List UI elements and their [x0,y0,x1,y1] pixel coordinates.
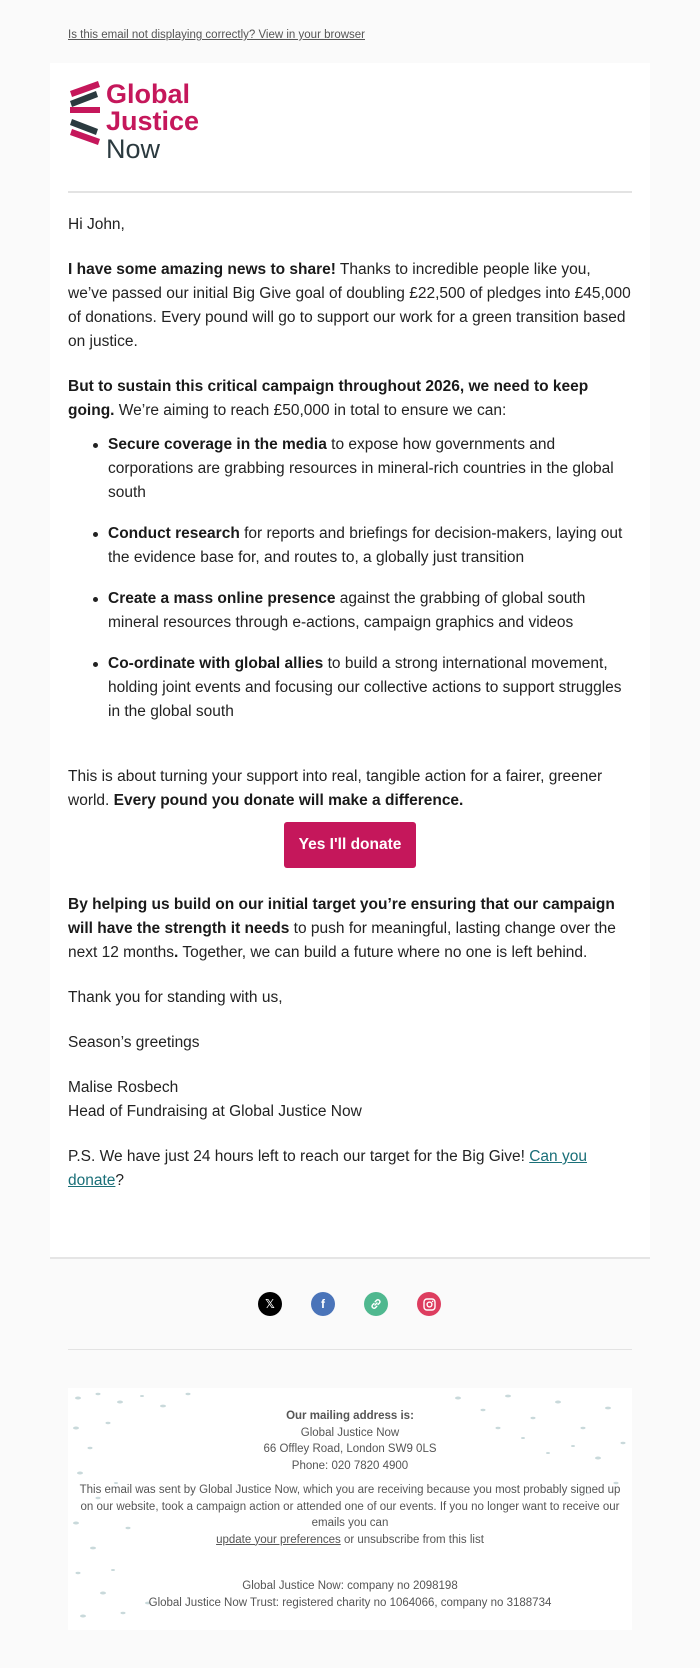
link-icon[interactable] [364,1292,388,1316]
view-in-browser-link[interactable]: Is this email not displaying correctly? View in your browser [68,29,365,41]
email-body [68,213,632,1214]
footer-trust: Global Justice Now Trust: registered charity no 1064066, company no 3188734 [148,1596,552,1609]
list-item-text: to expose how governments and corporations are grabbing resources in mineral-rich countries in the global south [108,436,614,501]
paragraph-action [68,765,632,813]
update-preferences-link[interactable]: update your preferences [216,1533,341,1546]
footer-notice: This email was sent by Global Justice Now, which you are receiving because you most probably signed up on our website, took a campaign action or attended one of our events. If you no longer want to receive our emails you can [79,1484,621,1529]
target-lead: By helping us build on our initial target you’re ensuring that our campaign will have the strength it needs [68,896,615,937]
signature-title: Head of Fundraising at Global Justice Now [68,1103,362,1120]
ps-end: ? [115,1172,125,1189]
signature-name: Malise Rosbech [68,1079,179,1096]
goals-list [108,433,632,724]
unsubscribe-text: or unsubscribe from this list [340,1533,484,1546]
donate-link[interactable]: Can you donate [68,1148,587,1189]
x-icon[interactable]: 𝕏 [258,1292,282,1316]
action-bold: Every pound you donate will make a difference. [113,792,464,809]
target-dot: . [173,944,179,961]
instagram-icon[interactable] [417,1292,441,1316]
footer-phone: Phone: 020 7820 4900 [291,1459,409,1472]
logo-text-now: Now [106,134,161,164]
list-item [108,433,632,505]
news-text: Thanks to incredible people like you, we’ve passed our initial Big Give goal of doubling £22,500 of pledges into £45,000 of donations. Every pound will go to support our work for a green transition based on justice. [68,261,631,350]
paragraph-target [68,893,632,965]
footer-preferences [68,1532,632,1549]
logo-text-justice: Justice [106,106,200,136]
list-item-text: for reports and briefings for decision-makers, laying out the evidence base for, and routes to, a globally just transition [108,525,623,566]
list-item-text: against the grabbing of global south mineral resources through e-actions, campaign graphics and videos [108,590,586,631]
sustain-text: We’re aiming to reach £50,000 in total to ensure we can: [114,402,507,419]
signature [68,1076,632,1124]
list-item-text: to build a strong international movement, holding joint events and focusing our collective actions to support struggles in the global south [108,655,622,720]
season-greeting: Season’s greetings [68,1034,200,1051]
paragraph-news [68,258,632,354]
list-item-lead: Conduct research [108,525,240,542]
news-lead: I have some amazing news to share! [68,261,336,278]
social-links [0,1292,700,1318]
postscript [68,1145,632,1193]
donate-button[interactable]: Yes I'll donate [284,822,417,868]
list-item-lead: Create a mass online presence [108,590,336,607]
facebook-icon[interactable]: f [311,1292,335,1316]
greeting: Hi John, [68,216,125,233]
global-justice-now-logo[interactable] [70,79,220,165]
paragraph-sustain [68,375,632,423]
list-item [108,587,632,635]
logo-text-global: Global [106,79,191,109]
footer-divider [68,1349,632,1350]
footer [68,1388,632,1630]
footer-org: Global Justice Now [300,1426,400,1439]
thanks-line: Thank you for standing with us, [68,989,283,1006]
ps-text: P.S. We have just 24 hours left to reach our target for the Big Give! [68,1148,530,1165]
mailing-heading: Our mailing address is: [286,1410,414,1422]
list-item-lead: Co-ordinate with global allies [108,655,324,672]
footer-company: Global Justice Now: company no 2098198 [242,1580,458,1592]
action-text: This is about turning your support into real, tangible action for a fairer, greener world. [68,768,603,809]
email-card [50,63,650,1259]
list-item [108,522,632,570]
logo-mark-icon [70,79,220,165]
header-divider [68,191,632,193]
target-text: to push for meaningful, lasting change over the next 12 months [68,920,616,961]
list-item [108,652,632,724]
footer-address: 66 Offley Road, London SW9 0LS [263,1443,437,1455]
list-item-lead: Secure coverage in the media [108,436,327,453]
sustain-lead: But to sustain this critical campaign throughout 2026, we need to keep going. [68,378,589,419]
target-text-2: Together, we can build a future where no one is left behind. [178,944,588,961]
